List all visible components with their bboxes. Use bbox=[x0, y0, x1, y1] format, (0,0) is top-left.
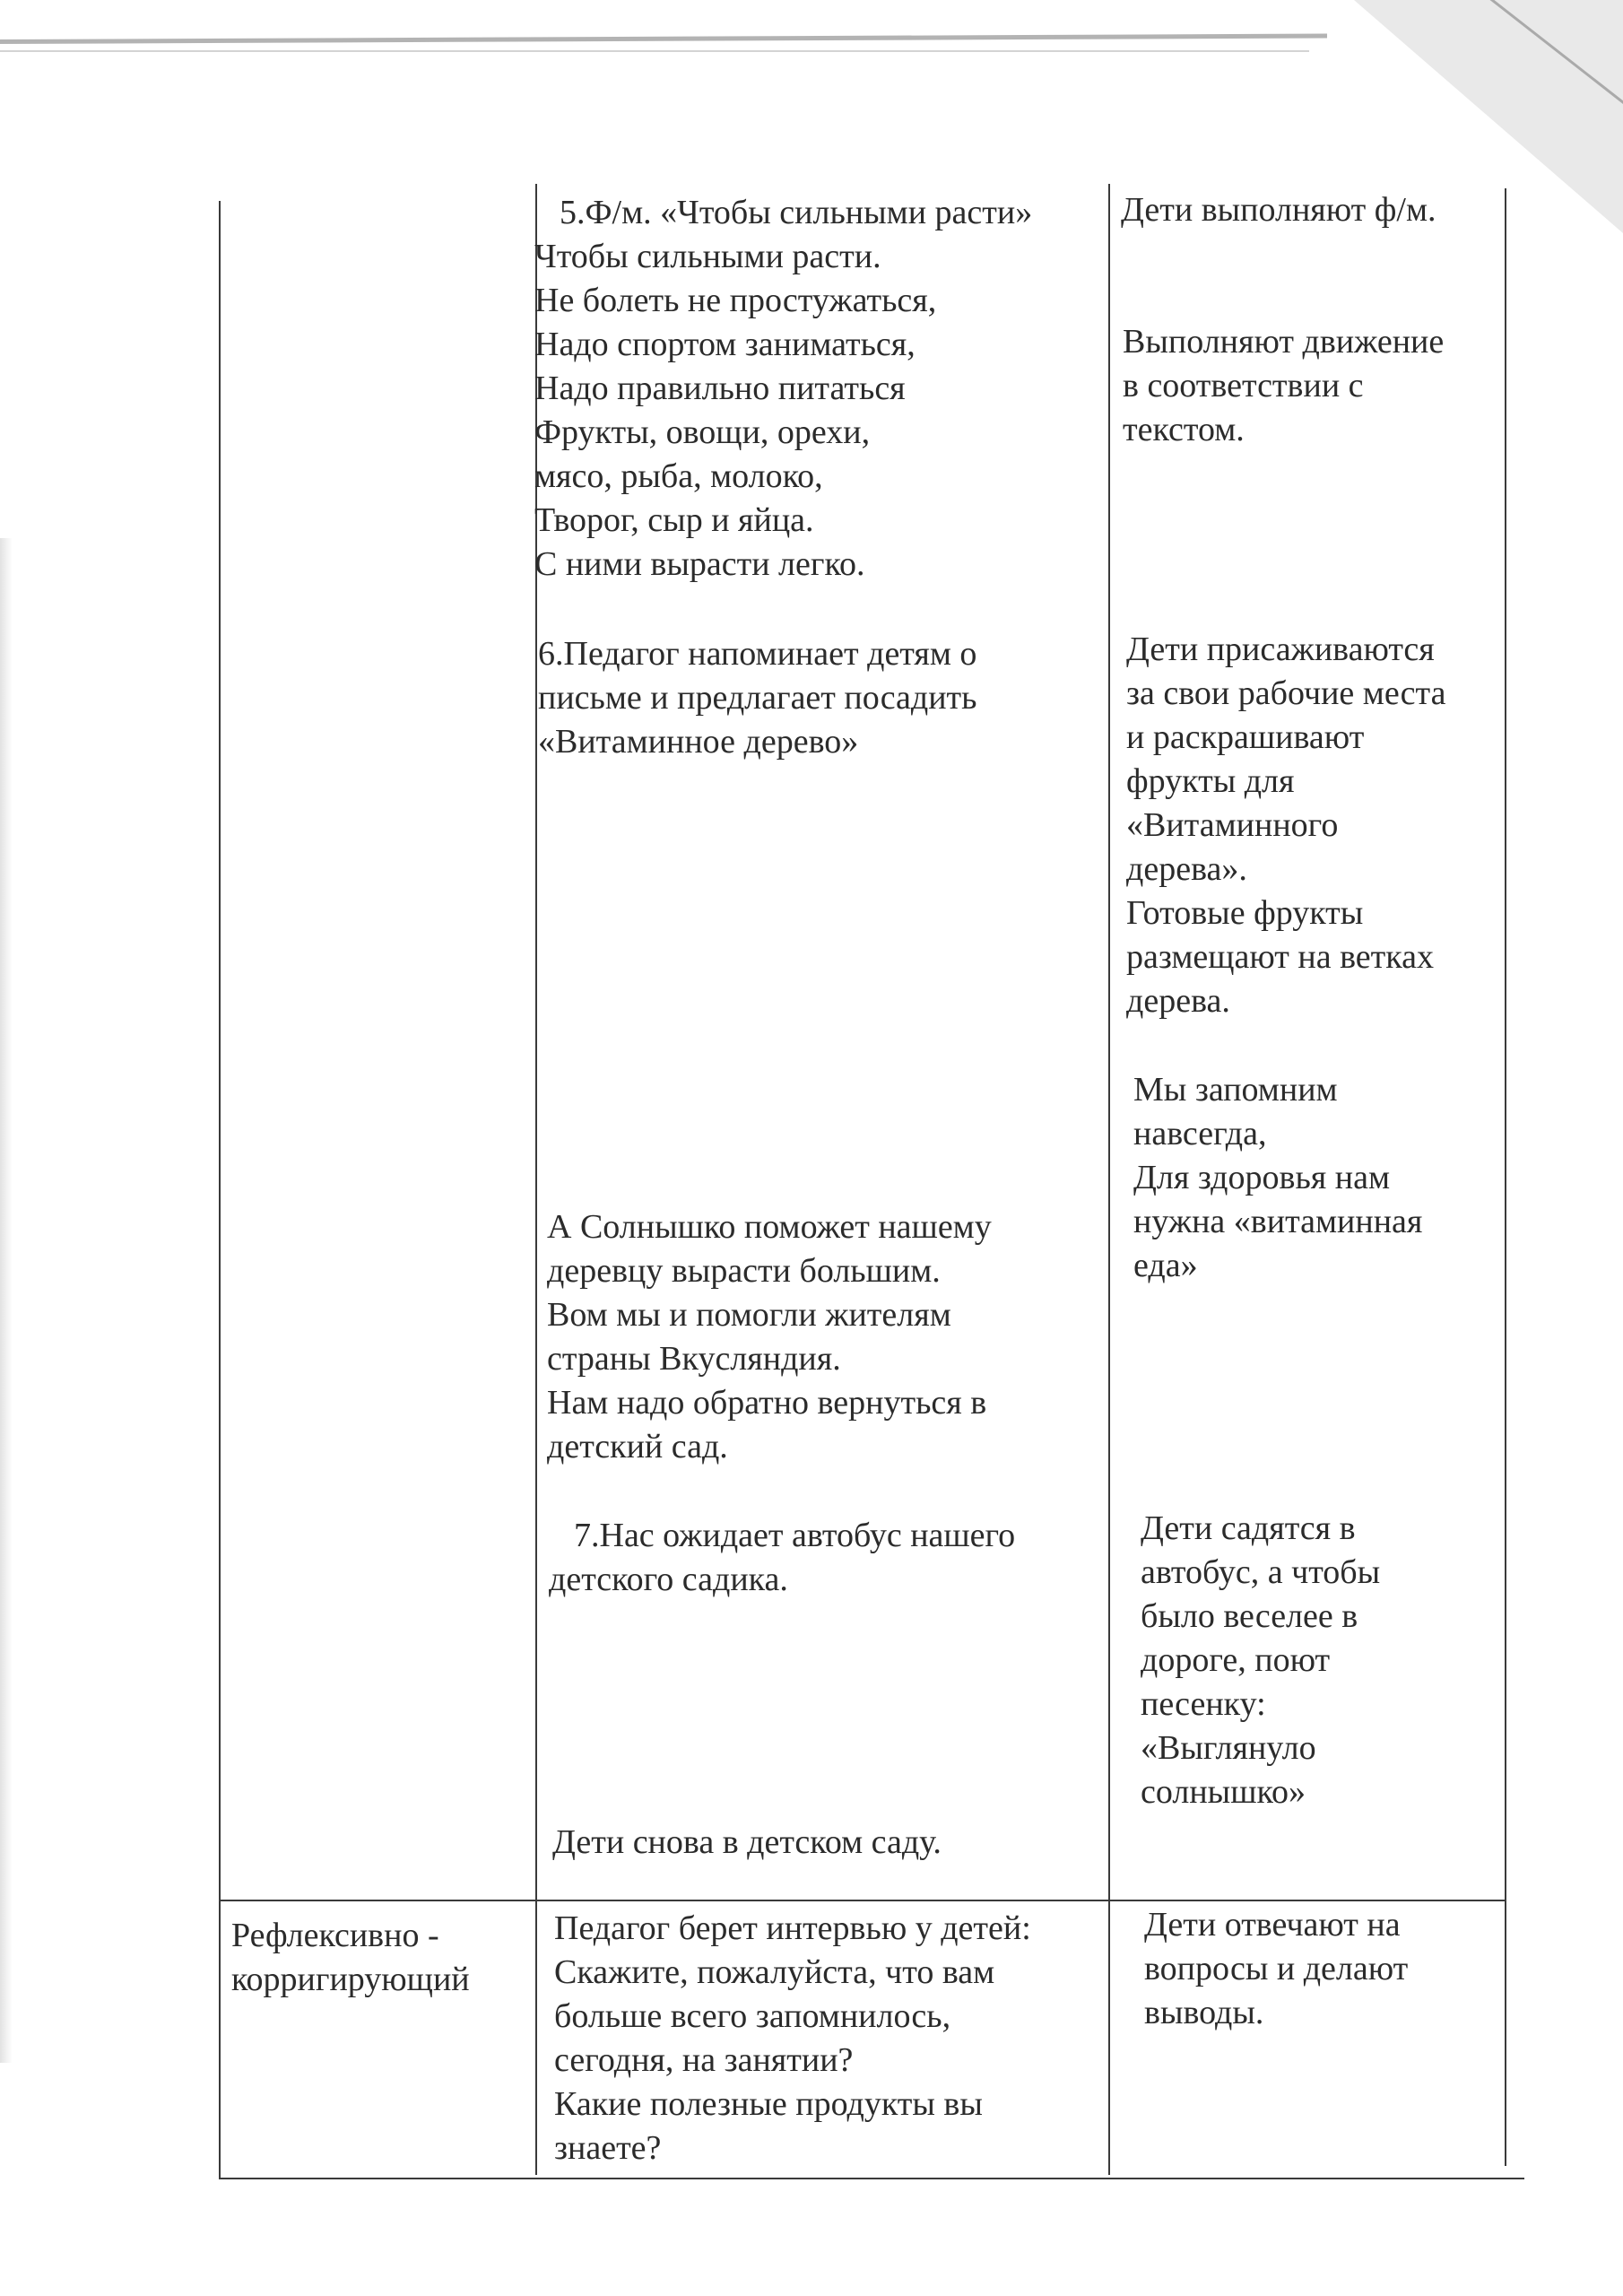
children-block-poem bbox=[1133, 1068, 1501, 1288]
scan-edge-line bbox=[0, 34, 1327, 44]
children-reflexive bbox=[1144, 1903, 1503, 2035]
text-line: 6.Педагог напоминает детям о bbox=[538, 635, 977, 673]
text-line: нужна «витаминная bbox=[1133, 1203, 1423, 1240]
poem-line: Творог, сыр и яйца. bbox=[534, 501, 814, 539]
teacher-block-6 bbox=[538, 632, 1103, 764]
text-line: 7.Нас ожидает автобус нашего bbox=[574, 1517, 1016, 1554]
text-line: «Витаминное дерево» bbox=[538, 723, 859, 761]
text-line: размещают на ветках bbox=[1126, 938, 1435, 976]
text-line: больше всего запомнилось, bbox=[554, 1997, 951, 2035]
children-block-7 bbox=[1141, 1507, 1499, 1814]
text-line: «Выглянуло bbox=[1141, 1729, 1316, 1767]
text-line: в соответствии с bbox=[1123, 367, 1364, 404]
stage-line: корригирующий bbox=[231, 1961, 470, 1998]
text-line: знаете? bbox=[554, 2129, 662, 2167]
teacher-block-5 bbox=[534, 191, 1108, 587]
text-line: Дети садятся в bbox=[1141, 1509, 1356, 1547]
scan-edge-line-thin bbox=[0, 50, 1309, 52]
stage-line: Рефлексивно - bbox=[231, 1917, 439, 1954]
text-line: Дети снова в детском саду. bbox=[552, 1823, 942, 1861]
text-line: дерева». bbox=[1126, 850, 1247, 888]
text-line: и раскрашивают bbox=[1126, 718, 1365, 756]
teacher-reflexive bbox=[554, 1907, 1110, 2170]
text-line: солнышко» bbox=[1141, 1773, 1306, 1811]
text-line: песенку: bbox=[1141, 1685, 1266, 1723]
text-line: вопросы и делают bbox=[1144, 1950, 1409, 1987]
text-line: за свои рабочие места bbox=[1126, 674, 1446, 712]
poem-line: С ними вырасти легко. bbox=[534, 545, 865, 583]
poem-line: Надо спортом заниматься, bbox=[534, 326, 916, 363]
text-line: детского садика. bbox=[549, 1561, 788, 1598]
children-block-5b bbox=[1123, 320, 1504, 452]
text-line: Дети присаживаются bbox=[1126, 631, 1435, 668]
poem-line: Чтобы сильными расти. bbox=[534, 238, 881, 275]
poem-line: Не болеть не простужаться, bbox=[534, 282, 937, 319]
text-line: деревцу вырасти большим. bbox=[547, 1252, 941, 1290]
table-border-bottom bbox=[219, 2178, 1524, 2179]
text-line: автобус, а чтобы bbox=[1141, 1553, 1381, 1591]
text-line: выводы. bbox=[1144, 1994, 1264, 2031]
block-5-title: 5.Ф/м. «Чтобы сильными расти» bbox=[560, 194, 1033, 231]
teacher-block-end bbox=[552, 1821, 1108, 1865]
text-line: Мы запомним bbox=[1133, 1071, 1338, 1109]
text-line: Дети выполняют ф/м. bbox=[1121, 191, 1436, 229]
text-line: детский сад. bbox=[547, 1428, 728, 1465]
text-line: навсегда, bbox=[1133, 1115, 1267, 1152]
table-row-divider bbox=[219, 1900, 1506, 1901]
text-line: сегодня, на занятии? bbox=[554, 2041, 854, 2079]
text-line: Дети отвечают на bbox=[1144, 1906, 1401, 1944]
poem-line: Фрукты, овощи, орехи, bbox=[534, 413, 871, 451]
text-line: Вом мы и помогли жителям bbox=[547, 1296, 951, 1334]
text-line: Нам надо обратно вернуться в bbox=[547, 1384, 987, 1422]
text-line: фрукты для bbox=[1126, 762, 1295, 800]
text-line: А Солнышко поможет нашему bbox=[547, 1208, 992, 1246]
text-line: Скажите, пожалуйста, что вам bbox=[554, 1953, 995, 1991]
text-line: Выполняют движение bbox=[1123, 323, 1445, 361]
text-line: письме и предлагает посадить bbox=[538, 679, 977, 717]
table-border-left bbox=[219, 201, 221, 2179]
text-line: дерева. bbox=[1126, 982, 1230, 1020]
text-line: «Витаминного bbox=[1126, 806, 1339, 844]
teacher-block-7 bbox=[549, 1514, 1105, 1602]
text-line: было веселее в bbox=[1141, 1597, 1358, 1635]
text-line: дороге, поют bbox=[1141, 1641, 1331, 1679]
table-divider-2 bbox=[1108, 184, 1110, 2175]
teacher-block-sun bbox=[547, 1205, 1103, 1469]
table-border-right bbox=[1505, 188, 1506, 2166]
text-line: еда» bbox=[1133, 1247, 1198, 1284]
text-line: Готовые фрукты bbox=[1126, 894, 1364, 932]
stage-reflexive bbox=[231, 1914, 527, 2002]
text-line: Какие полезные продукты вы bbox=[554, 2085, 983, 2123]
text-line: Для здоровья нам bbox=[1133, 1159, 1391, 1196]
poem-line: мясо, рыба, молоко, bbox=[534, 457, 823, 495]
poem-line: Надо правильно питаться bbox=[534, 370, 906, 407]
children-block-5a bbox=[1121, 188, 1502, 232]
text-line: страны Вкусляндия. bbox=[547, 1340, 841, 1378]
scan-shadow bbox=[0, 538, 13, 2063]
text-line: текстом. bbox=[1123, 411, 1245, 448]
text-line: Педагог берет интервью у детей: bbox=[554, 1909, 1031, 1947]
children-block-6 bbox=[1126, 628, 1503, 1023]
